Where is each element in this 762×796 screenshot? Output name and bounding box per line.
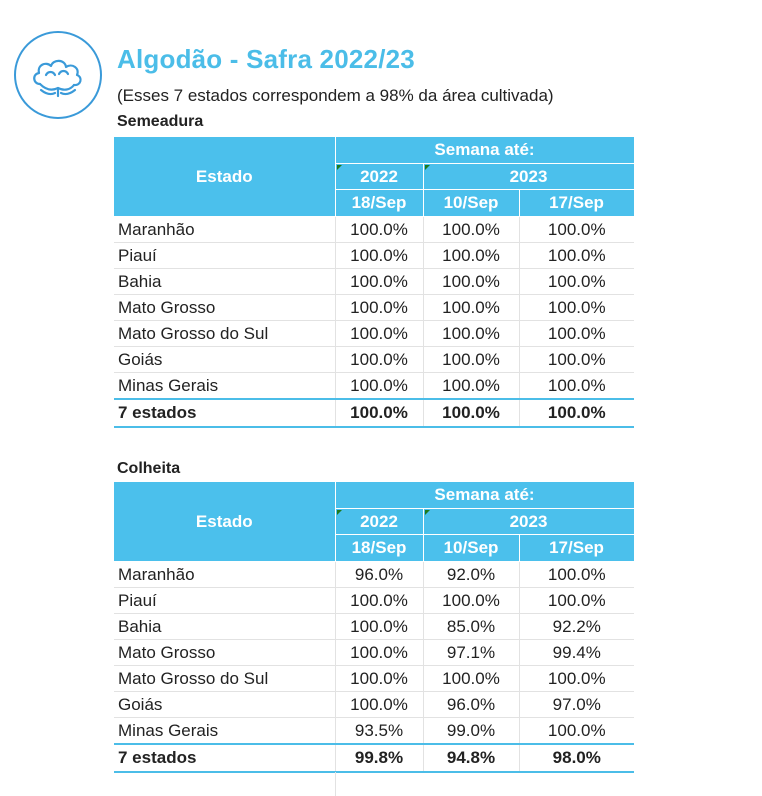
column-header-estado: Estado: [114, 482, 335, 562]
cell-marker-icon: [337, 165, 342, 170]
state-name: Mato Grosso: [114, 295, 335, 321]
percent-cell: 96.0%: [423, 692, 519, 718]
table-row: [114, 614, 634, 640]
percent-cell: 100.0%: [335, 269, 423, 295]
table-row: [114, 588, 634, 614]
section-title-semeadura: Semeadura: [117, 113, 204, 130]
total-cell: 99.8%: [335, 744, 423, 772]
page-title: Algodão - Safra 2022/23: [117, 44, 415, 74]
column-header-date: 17/Sep: [519, 535, 634, 562]
state-name: Mato Grosso do Sul: [114, 666, 335, 692]
table-row: [114, 347, 634, 373]
column-header-date: 10/Sep: [423, 190, 519, 217]
cell-marker-icon: [337, 510, 342, 515]
percent-cell: 100.0%: [423, 217, 519, 243]
percent-cell: 100.0%: [335, 295, 423, 321]
state-name: Goiás: [114, 347, 335, 373]
column-header-year-2023: 2023: [423, 164, 634, 190]
percent-cell: 100.0%: [519, 243, 634, 269]
page-subtitle: (Esses 7 estados correspondem a 98% da área cultivada): [117, 86, 554, 105]
percent-cell: 96.0%: [335, 562, 423, 588]
column-header-estado: Estado: [114, 137, 335, 217]
percent-cell: 100.0%: [519, 373, 634, 400]
cell-marker-icon: [425, 510, 430, 515]
percent-cell: 93.5%: [335, 718, 423, 745]
table-row: [114, 692, 634, 718]
percent-cell: 100.0%: [335, 217, 423, 243]
percent-cell: 100.0%: [519, 295, 634, 321]
cotton-logo: [13, 30, 103, 120]
total-cell: 100.0%: [335, 399, 423, 427]
state-name: Maranhão: [114, 562, 335, 588]
percent-cell: 100.0%: [335, 243, 423, 269]
column-header-semana: Semana até:: [335, 137, 634, 164]
percent-cell: 92.2%: [519, 614, 634, 640]
percent-cell: 99.0%: [423, 718, 519, 745]
section-title-colheita: Colheita: [117, 460, 181, 477]
percent-cell: 100.0%: [519, 588, 634, 614]
percent-cell: 100.0%: [335, 666, 423, 692]
percent-cell: 100.0%: [519, 562, 634, 588]
percent-cell: 85.0%: [423, 614, 519, 640]
column-header-semana: Semana até:: [335, 482, 634, 509]
percent-cell: 97.0%: [519, 692, 634, 718]
total-label: 7 estados: [114, 399, 335, 427]
state-name: Bahia: [114, 614, 335, 640]
total-row: [114, 744, 634, 772]
percent-cell: 100.0%: [423, 347, 519, 373]
percent-cell: 100.0%: [423, 295, 519, 321]
state-name: Goiás: [114, 692, 335, 718]
percent-cell: 100.0%: [423, 321, 519, 347]
percent-cell: 99.4%: [519, 640, 634, 666]
table-row: [114, 666, 634, 692]
table-row: [114, 217, 634, 243]
cell-marker-icon: [425, 165, 430, 170]
grid-line: [335, 772, 336, 796]
percent-cell: 100.0%: [335, 640, 423, 666]
state-name: Mato Grosso: [114, 640, 335, 666]
state-name: Piauí: [114, 243, 335, 269]
percent-cell: 97.1%: [423, 640, 519, 666]
state-name: Minas Gerais: [114, 718, 335, 745]
table-row: [114, 640, 634, 666]
percent-cell: 100.0%: [335, 347, 423, 373]
column-header-year-2023: 2023: [423, 509, 634, 535]
percent-cell: 100.0%: [519, 718, 634, 745]
percent-cell: 100.0%: [335, 321, 423, 347]
state-name: Maranhão: [114, 217, 335, 243]
total-row: [114, 399, 634, 427]
column-header-date: 17/Sep: [519, 190, 634, 217]
total-cell: 100.0%: [423, 399, 519, 427]
state-name: Piauí: [114, 588, 335, 614]
table-row: [114, 243, 634, 269]
column-header-year-2022: 2022: [335, 509, 423, 535]
colheita-table: [114, 481, 635, 773]
percent-cell: 100.0%: [335, 692, 423, 718]
column-header-date: 10/Sep: [423, 535, 519, 562]
percent-cell: 92.0%: [423, 562, 519, 588]
table-row: [114, 269, 634, 295]
percent-cell: 100.0%: [423, 269, 519, 295]
percent-cell: 100.0%: [423, 666, 519, 692]
percent-cell: 100.0%: [519, 666, 634, 692]
percent-cell: 100.0%: [519, 269, 634, 295]
table-row: [114, 562, 634, 588]
percent-cell: 100.0%: [335, 614, 423, 640]
state-name: Minas Gerais: [114, 373, 335, 400]
column-header-date: 18/Sep: [335, 535, 423, 562]
percent-cell: 100.0%: [519, 217, 634, 243]
total-cell: 94.8%: [423, 744, 519, 772]
column-header-date: 18/Sep: [335, 190, 423, 217]
state-name: Bahia: [114, 269, 335, 295]
percent-cell: 100.0%: [519, 347, 634, 373]
total-cell: 100.0%: [519, 399, 634, 427]
table-row: [114, 373, 634, 400]
semeadura-table: [114, 136, 635, 428]
percent-cell: 100.0%: [423, 588, 519, 614]
total-cell: 98.0%: [519, 744, 634, 772]
state-name: Mato Grosso do Sul: [114, 321, 335, 347]
table-row: [114, 321, 634, 347]
table-row: [114, 295, 634, 321]
table-row: [114, 718, 634, 745]
percent-cell: 100.0%: [519, 321, 634, 347]
percent-cell: 100.0%: [335, 373, 423, 400]
percent-cell: 100.0%: [423, 243, 519, 269]
cotton-icon: [13, 30, 103, 120]
column-header-year-2022: 2022: [335, 164, 423, 190]
percent-cell: 100.0%: [335, 588, 423, 614]
total-label: 7 estados: [114, 744, 335, 772]
percent-cell: 100.0%: [423, 373, 519, 400]
